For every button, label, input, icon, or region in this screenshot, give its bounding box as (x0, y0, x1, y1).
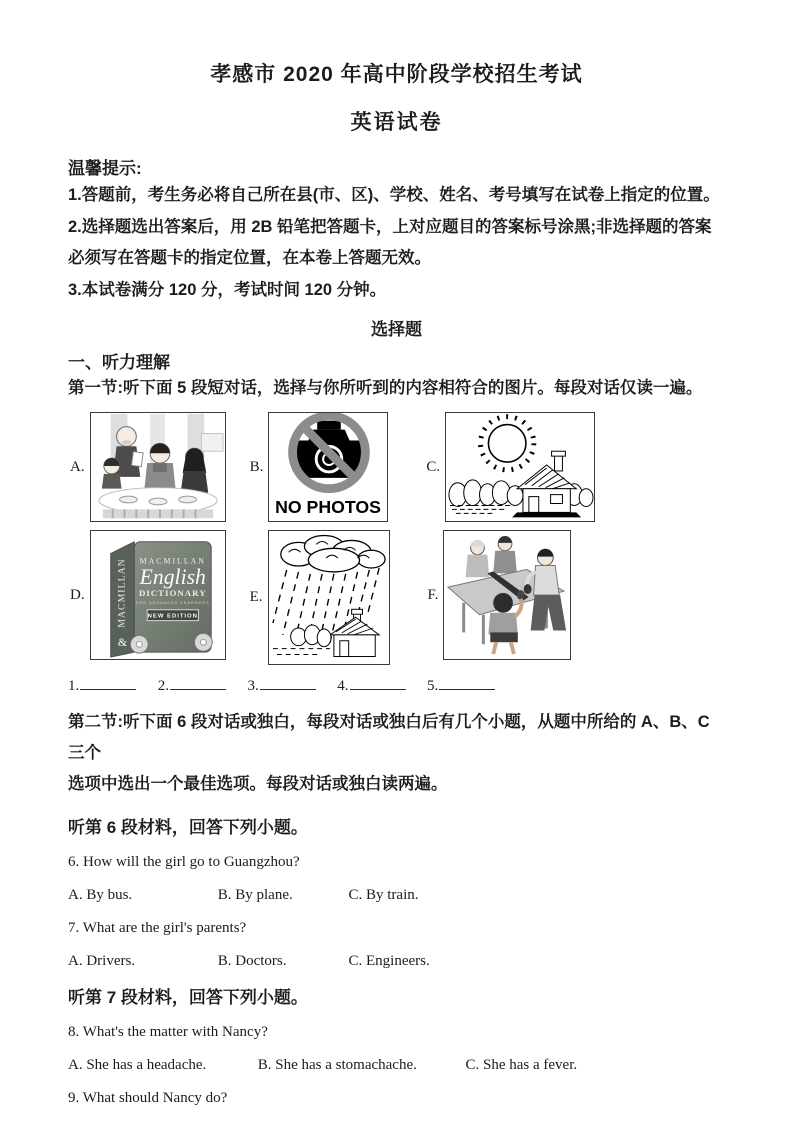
answer-blank-line (260, 677, 316, 690)
listening-section-heading: 一、听力理解 (68, 353, 170, 372)
blank-number: 4. (337, 678, 349, 694)
picture-row-1 (68, 412, 725, 522)
picture-c-box (445, 412, 595, 522)
no-photos-caption: NO PHOTOS (275, 497, 382, 518)
blank-number: 3. (247, 678, 259, 694)
picture-c-label: C. (426, 458, 441, 475)
picture-f (428, 530, 572, 660)
picture-d-label: D. (70, 586, 85, 603)
question-6: 6. How will the girl go to Guangzhou? (68, 854, 300, 870)
question-8-options (68, 1057, 725, 1074)
book-spine-ampersand: & (117, 635, 127, 650)
material-6-heading: 听第 6 段材料，回答下列小题。 (68, 818, 308, 837)
no-photos-sign-illustration (269, 413, 387, 521)
rainy-house-illustration (269, 531, 389, 664)
book-spine-text: MACMILLAN (116, 558, 128, 628)
answer-blank-line (439, 677, 495, 690)
question-6-option-a: A. By bus. (68, 887, 133, 903)
question-6-option-c: C. By train. (348, 887, 419, 903)
picture-a (70, 412, 226, 522)
picture-f-box (443, 530, 571, 660)
family-dinner-illustration (91, 413, 225, 521)
picture-e-label: E. (249, 589, 263, 605)
picture-e-box (268, 530, 390, 665)
part2-intro-line2: 选项中选出一个最佳选项。每段对话或独白读两遍。 (68, 775, 448, 793)
part2-intro-line1: 第二节:听下面 6 段对话或独白，每段对话或独白后有几个小题，从题中所给的 A、B、C 三个 (68, 713, 710, 762)
notice-item-1: 1.答题前，考生务必将自己所在县(市、区)、学校、姓名、考号填写在试卷上指定的位置。 (68, 186, 720, 204)
question-7-option-c: C. Engineers. (348, 953, 430, 969)
question-8: 8. What's the matter with Nancy? (68, 1024, 268, 1040)
answer-blank-line (80, 677, 136, 690)
question-7-option-a: A. Drivers. (68, 953, 136, 969)
book-edition: NEW EDITION (147, 613, 198, 620)
picture-e (250, 530, 390, 665)
picture-f-label: F. (427, 586, 439, 603)
blank-number: 2. (157, 678, 169, 694)
picture-b (250, 412, 389, 522)
question-8-option-b: B. She has a stomachache. (257, 1057, 417, 1073)
material-7-heading: 听第 7 段材料，回答下列小题。 (68, 988, 308, 1007)
table-tennis-illustration (444, 531, 570, 659)
answer-blank-5 (427, 677, 495, 695)
picture-a-label: A. (70, 458, 85, 475)
question-9: 9. What should Nancy do? (68, 1090, 228, 1106)
picture-d-box (90, 530, 226, 660)
picture-b-box (268, 412, 388, 522)
sunny-house-illustration (446, 413, 594, 521)
answer-blank-1 (68, 677, 154, 695)
question-8-option-c: C. She has a fever. (465, 1057, 578, 1073)
question-8-option-a: A. She has a headache. (68, 1057, 207, 1073)
notice-heading: 温馨提示: (68, 159, 142, 178)
picture-a-box (90, 412, 226, 522)
question-7-options (68, 953, 725, 970)
question-6-options (68, 887, 725, 904)
book-title: English (139, 565, 206, 590)
answer-blank-2 (158, 677, 244, 695)
book-subtitle: DICTIONARY (138, 587, 207, 598)
picture-row-2 (68, 530, 725, 665)
answer-blank-3 (248, 677, 334, 695)
question-7: 7. What are the girl's parents? (68, 920, 247, 936)
notice-item-3: 3.本试卷满分 120 分，考试时间 120 分钟。 (68, 281, 387, 299)
page-title: 孝感市 2020 年高中阶段学校招生考试 (210, 63, 583, 86)
book-tagline: FOR ADVANCED LEARNERS (135, 599, 210, 605)
book-brand: MACMILLAN (139, 556, 206, 566)
choice-section-heading: 选择题 (371, 320, 422, 339)
picture-b-label: B. (249, 458, 264, 475)
picture-c (426, 412, 595, 522)
blank-number: 1. (68, 678, 80, 694)
part1-intro: 第一节:听下面 5 段短对话，选择与你所听到的内容相符合的图片。每段对话仅读一遍。 (68, 379, 703, 397)
blank-number: 5. (427, 678, 439, 694)
answer-blank-row (68, 677, 725, 695)
question-6-option-b: B. By plane. (217, 887, 293, 903)
picture-d (70, 530, 226, 660)
answer-blank-line (350, 677, 406, 690)
answer-blank-line (170, 677, 226, 690)
page-subtitle: 英语试卷 (350, 111, 443, 134)
question-7-option-b: B. Doctors. (217, 953, 287, 969)
dictionary-book-illustration (91, 531, 225, 659)
answer-blank-4 (337, 677, 423, 695)
notice-item-2: 2.选择题选出答案后，用 2B 铅笔把答题卡，上对应题目的答案标号涂黑;非选择题的答案必须写在答题卡的指定位置，在本卷上答题无效。 (68, 218, 712, 267)
